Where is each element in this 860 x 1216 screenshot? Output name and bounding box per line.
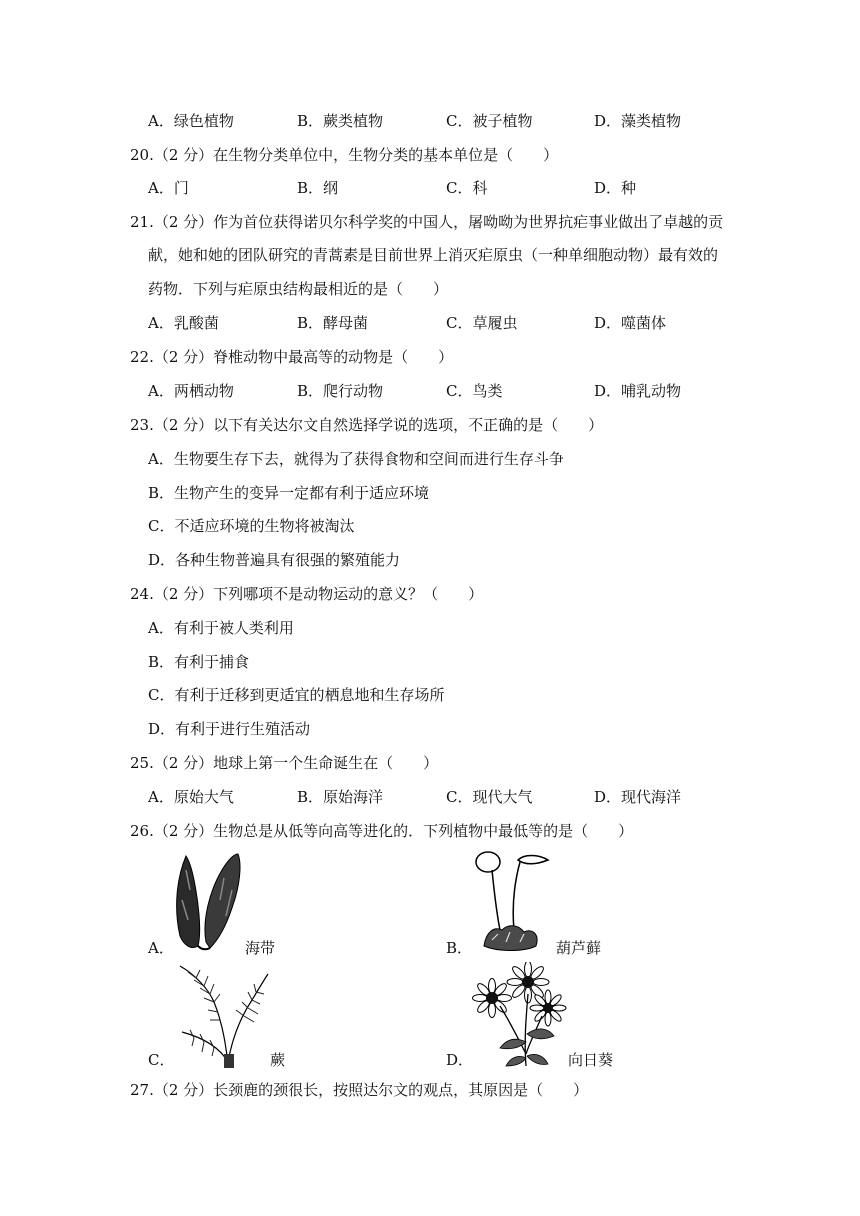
q26-option-a-label: 海带 (245, 939, 276, 957)
q19-option-d[interactable]: D．藻类植物 (594, 112, 682, 130)
q21-option-d[interactable]: D．噬菌体 (594, 314, 667, 332)
q22-option-d[interactable]: D．哺乳动物 (594, 382, 682, 400)
q23-option-b[interactable]: B．生物产生的变异一定都有利于适应环境 (148, 484, 430, 502)
q20-option-d[interactable]: D．种 (594, 179, 637, 197)
q21-stem-line-1: 21.（2 分）作为首位获得诺贝尔科学奖的中国人，屠呦呦为世界抗疟事业做出了卓越的贡 (130, 213, 724, 231)
q26-option-d-letter[interactable]: D． (446, 1051, 474, 1069)
q25-option-b[interactable]: B．原始海洋 (297, 788, 384, 806)
q20-stem: 20.（2 分）在生物分类单位中，生物分类的基本单位是（ ） (130, 146, 559, 164)
q21-stem-line-2: 献，她和她的团队研究的青蒿素是目前世界上消灭疟原虫（一种单细胞动物）最有效的 (148, 246, 719, 264)
q24-option-d[interactable]: D．有利于进行生殖活动 (148, 720, 311, 738)
q26-option-c-label: 蕨 (270, 1051, 286, 1069)
q24-option-a[interactable]: A．有利于被人类利用 (148, 619, 294, 637)
kelp-illustration (172, 850, 252, 958)
q19-option-c[interactable]: C．被子植物 (446, 112, 533, 130)
q22-stem: 22.（2 分）脊椎动物中最高等的动物是（ ） (130, 348, 454, 366)
q21-option-c[interactable]: C．草履虫 (446, 314, 518, 332)
q22-option-c[interactable]: C．鸟类 (446, 382, 503, 400)
q24-stem: 24.（2 分）下列哪项不是动物运动的意义？（ ） (130, 585, 484, 603)
q26-option-d-label: 向日葵 (568, 1051, 614, 1069)
q22-option-b[interactable]: B．爬行动物 (297, 382, 384, 400)
fern-illustration (174, 962, 270, 1068)
q24-option-b[interactable]: B．有利于捕食 (148, 653, 250, 671)
q25-option-a[interactable]: A．原始大气 (148, 788, 234, 806)
q27-stem: 27.（2 分）长颈鹿的颈很长，按照达尔文的观点，其原因是（ ） (130, 1081, 589, 1099)
q21-option-b[interactable]: B．酵母菌 (297, 314, 369, 332)
q26-stem: 26.（2 分）生物总是从低等向高等进化的．下列植物中最低等的是（ ） (130, 822, 634, 840)
q25-option-c[interactable]: C．现代大气 (446, 788, 533, 806)
q20-option-a[interactable]: A．门 (148, 179, 189, 197)
q20-option-b[interactable]: B．纲 (297, 179, 339, 197)
q26-option-a-letter[interactable]: A． (148, 939, 174, 957)
q19-option-a[interactable]: A．绿色植物 (148, 112, 234, 130)
q21-option-a[interactable]: A．乳酸菌 (148, 314, 219, 332)
q24-option-c[interactable]: C．有利于迁移到更适宜的栖息地和生存场所 (148, 686, 445, 704)
moss-illustration (470, 850, 560, 958)
q19-option-b[interactable]: B．蕨类植物 (297, 112, 384, 130)
q23-option-d[interactable]: D．各种生物普遍具有很强的繁殖能力 (148, 551, 401, 569)
q23-option-a[interactable]: A．生物要生存下去，就得为了获得食物和空间而进行生存斗争 (148, 450, 564, 468)
q25-stem: 25.（2 分）地球上第一个生命诞生在（ ） (130, 754, 439, 772)
q26-option-b-letter[interactable]: B． (446, 939, 473, 957)
q20-option-c[interactable]: C．科 (446, 179, 488, 197)
q25-option-d[interactable]: D．现代海洋 (594, 788, 682, 806)
q22-option-a[interactable]: A．两栖动物 (148, 382, 234, 400)
sunflower-illustration (470, 962, 570, 1068)
q26-option-b-label: 葫芦藓 (556, 939, 602, 957)
q23-option-c[interactable]: C．不适应环境的生物将被淘汰 (148, 517, 355, 535)
q26-option-c-letter[interactable]: C． (148, 1051, 175, 1069)
q21-stem-line-3: 药物．下列与疟原虫结构最相近的是（ ） (148, 280, 449, 298)
q23-stem: 23.（2 分）以下有关达尔文自然选择学说的选项，不正确的是（ ） (130, 416, 604, 434)
